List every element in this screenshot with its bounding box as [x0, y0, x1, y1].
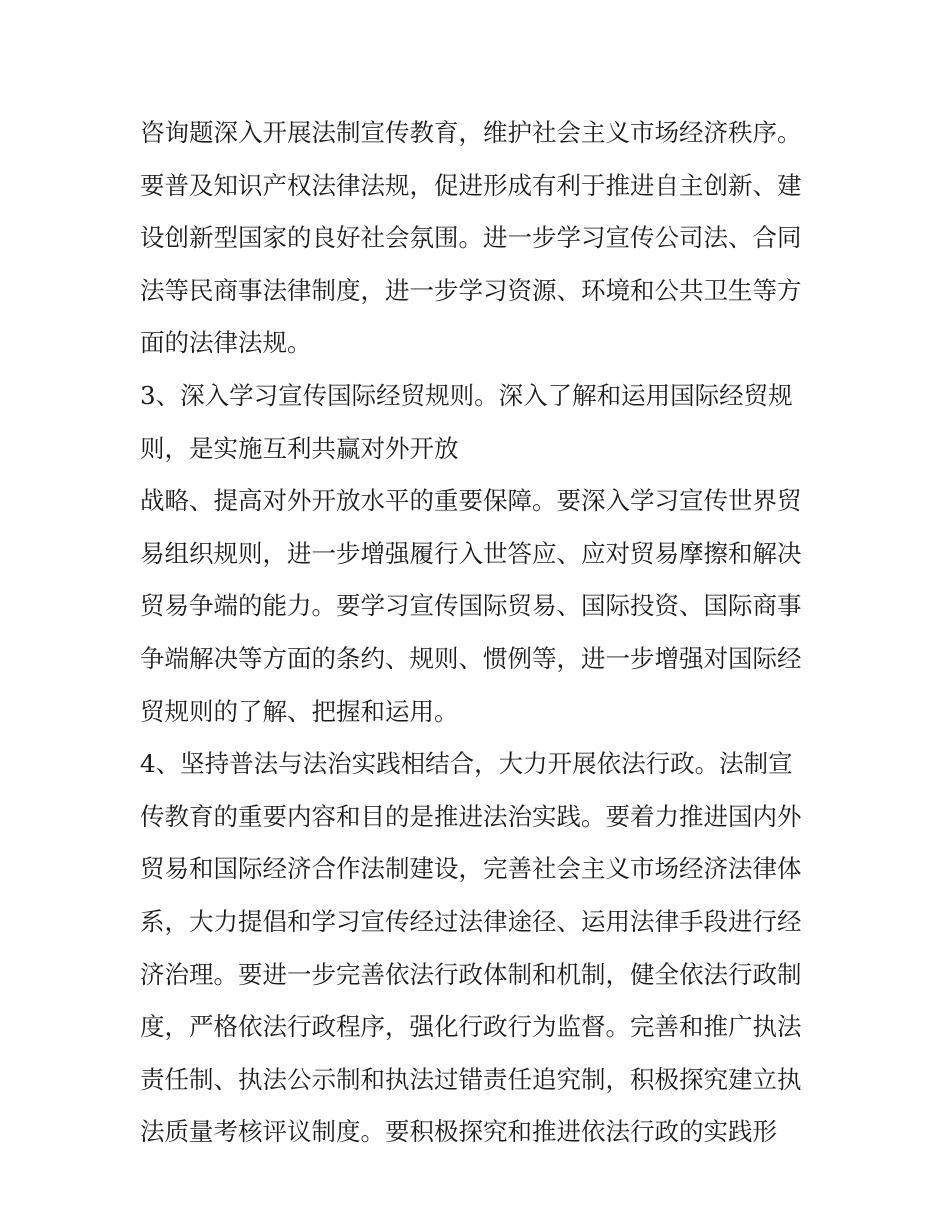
text-line: 3、深入学习宣传国际经贸规则。深入了解和运用国际经贸规 [140, 380, 793, 410]
text-line: 争端解决等方面的条约、规则、惯例等，进一步增强对国际经 [140, 643, 802, 673]
text-line: 设创新型国家的良好社会氛围。进一步学习宣传公司法、合同 [140, 223, 802, 253]
text-line: 济治理。要进一步完善依法行政体制和机制，健全依法行政制 [140, 959, 802, 989]
text-line: 面的法律法规。 [140, 328, 312, 358]
text-line: 传教育的重要内容和目的是推进法治实践。要着力推进国内外 [140, 801, 802, 831]
text-line: 4、坚持普法与法治实践相结合，大力开展依法行政。法制宣 [140, 749, 793, 779]
text-line: 易组织规则，进一步增强履行入世答应、应对贸易摩擦和解决 [140, 538, 802, 568]
text-line: 则，是实施互利共赢对外开放 [140, 433, 459, 463]
text-line: 战略、提高对外开放水平的重要保障。要深入学习宣传世界贸 [140, 486, 802, 516]
text-line: 责任制、执法公示制和执法过错责任追究制，积极探究建立执 [140, 1064, 802, 1094]
text-line: 咨询题深入开展法制宣传教育，维护社会主义市场经济秩序。 [140, 118, 802, 147]
text-line: 度，严格依法行政程序，强化行政行为监督。完善和推广执法 [140, 1012, 802, 1042]
text-line: 要普及知识产权法律法规，促进形成有利于推进自主创新、建 [140, 170, 802, 200]
text-line: 法等民商事法律制度，进一步学习资源、环境和公共卫生等方 [140, 275, 802, 305]
text-line: 贸易和国际经济合作法制建设，完善社会主义市场经济法律体 [140, 854, 802, 884]
text-line: 法质量考核评议制度。要积极探究和推进依法行政的实践形 [140, 1117, 777, 1147]
text-line: 系，大力提倡和学习宣传经过法律途径、运用法律手段进行经 [140, 906, 802, 936]
body-text [140, 107, 820, 1159]
text-line: 贸规则的了解、把握和运用。 [140, 696, 459, 726]
text-line: 贸易争端的能力。要学习宣传国际贸易、国际投资、国际商事 [140, 591, 802, 621]
